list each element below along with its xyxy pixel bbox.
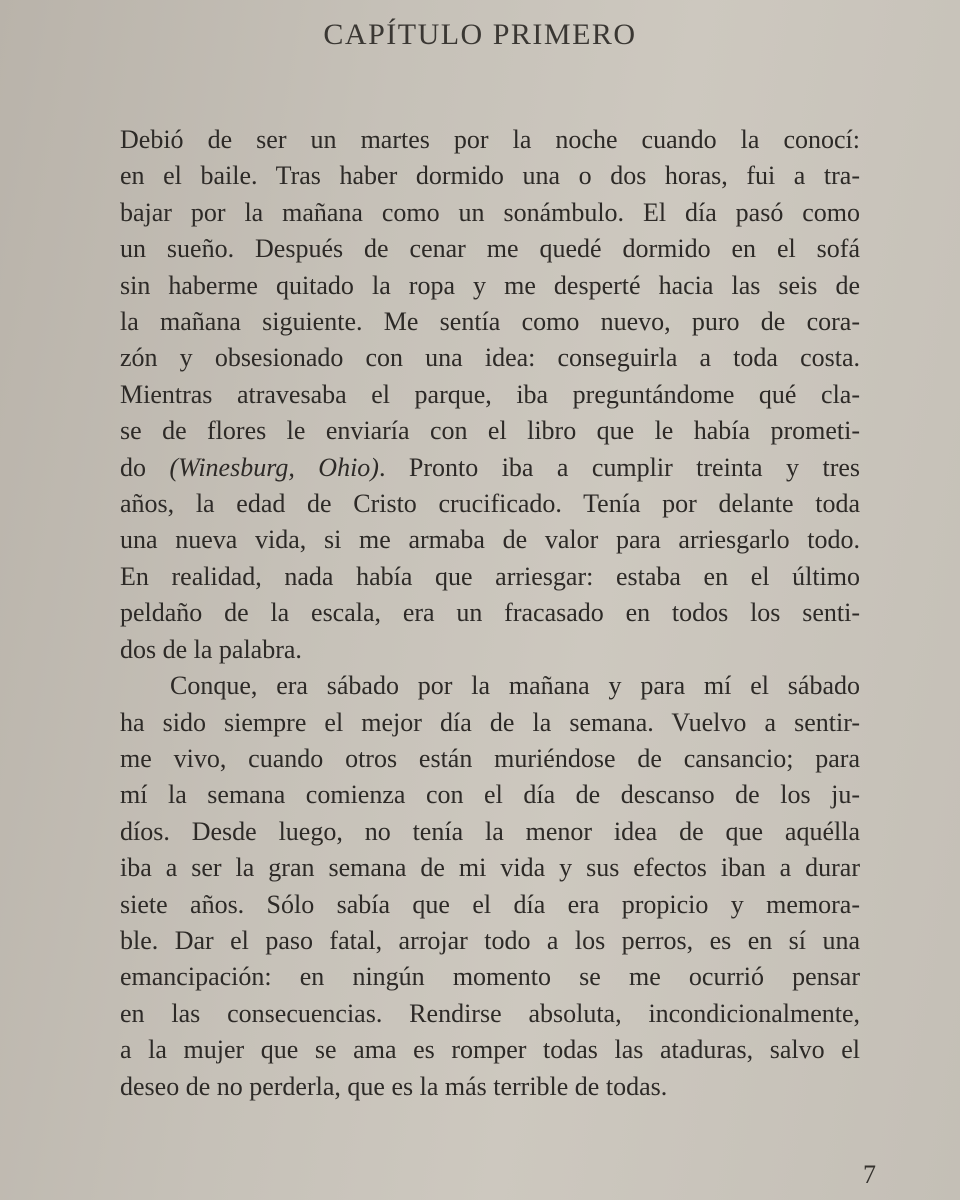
text-line: Mientras atravesaba el parque, iba preguntándome qué cla- bbox=[120, 379, 860, 409]
text-line: la mañana siguiente. Me sentía como nuevo, puro de cora- bbox=[120, 307, 860, 337]
chapter-title: CAPÍTULO PRIMERO bbox=[323, 18, 637, 51]
text-line: dos de la palabra. bbox=[120, 634, 302, 664]
text-line: Conque, era sábado por la mañana y para mí el sábado bbox=[170, 671, 860, 701]
text-line: díos. Desde luego, no tenía la menor idea de que aquélla bbox=[120, 816, 860, 846]
text-line: una nueva vida, si me armaba de valor para arriesgarlo todo. bbox=[120, 525, 860, 555]
text-line: en las consecuencias. Rendirse absoluta, incondicionalmente, bbox=[120, 998, 860, 1028]
body-text bbox=[120, 122, 860, 1105]
text-line: mí la semana comienza con el día de descanso de los ju- bbox=[120, 780, 860, 810]
text-line: a la mujer que se ama es romper todas las ataduras, salvo el bbox=[120, 1035, 860, 1065]
text-line: un sueño. Después de cenar me quedé dormido en el sofá bbox=[120, 234, 860, 264]
text-line: en el baile. Tras haber dormido una o dos horas, fui a tra- bbox=[120, 161, 860, 191]
text-fragment: do bbox=[120, 452, 170, 482]
text-fragment: . Pronto iba a cumplir treinta y tres bbox=[378, 452, 861, 482]
text-line: ble. Dar el paso fatal, arrojar todo a los perros, es en sí una bbox=[120, 925, 860, 955]
text-line: iba a ser la gran semana de mi vida y sus efectos iban a durar bbox=[120, 853, 860, 883]
text-line: me vivo, cuando otros están muriéndose de cansancio; para bbox=[120, 743, 860, 773]
text-line: se de flores le enviaría con el libro que le había prometi- bbox=[120, 416, 860, 446]
text-line: peldaño de la escala, era un fracasado en todos los senti- bbox=[120, 598, 860, 628]
text-line: sin haberme quitado la ropa y me desperté hacia las seis de bbox=[120, 270, 860, 300]
paragraph-1 bbox=[120, 122, 860, 668]
text-line: Debió de ser un martes por la noche cuando la conocí: bbox=[120, 125, 860, 154]
text-line: siete años. Sólo sabía que el día era propicio y memora- bbox=[120, 889, 860, 919]
text-line: años, la edad de Cristo crucificado. Tenía por delante toda bbox=[120, 489, 860, 519]
text-line: deseo de no perderla, que es la más terrible de todas. bbox=[120, 1071, 668, 1101]
book-title-italic: (Winesburg, Ohio) bbox=[169, 452, 379, 482]
text-line: ha sido siempre el mejor día de la semana. Vuelvo a sentir- bbox=[120, 707, 860, 737]
page-number: 7 bbox=[863, 1160, 876, 1189]
text-line: zón y obsesionado con una idea: conseguirla a toda costa. bbox=[120, 343, 860, 373]
paragraph-2 bbox=[120, 668, 860, 1105]
text-line: emancipación: en ningún momento se me ocurrió pensar bbox=[120, 962, 860, 992]
text-line: En realidad, nada había que arriesgar: estaba en el último bbox=[120, 561, 860, 591]
text-line-with-title bbox=[120, 450, 860, 486]
text-line: bajar por la mañana como un sonámbulo. El día pasó como bbox=[120, 197, 860, 227]
